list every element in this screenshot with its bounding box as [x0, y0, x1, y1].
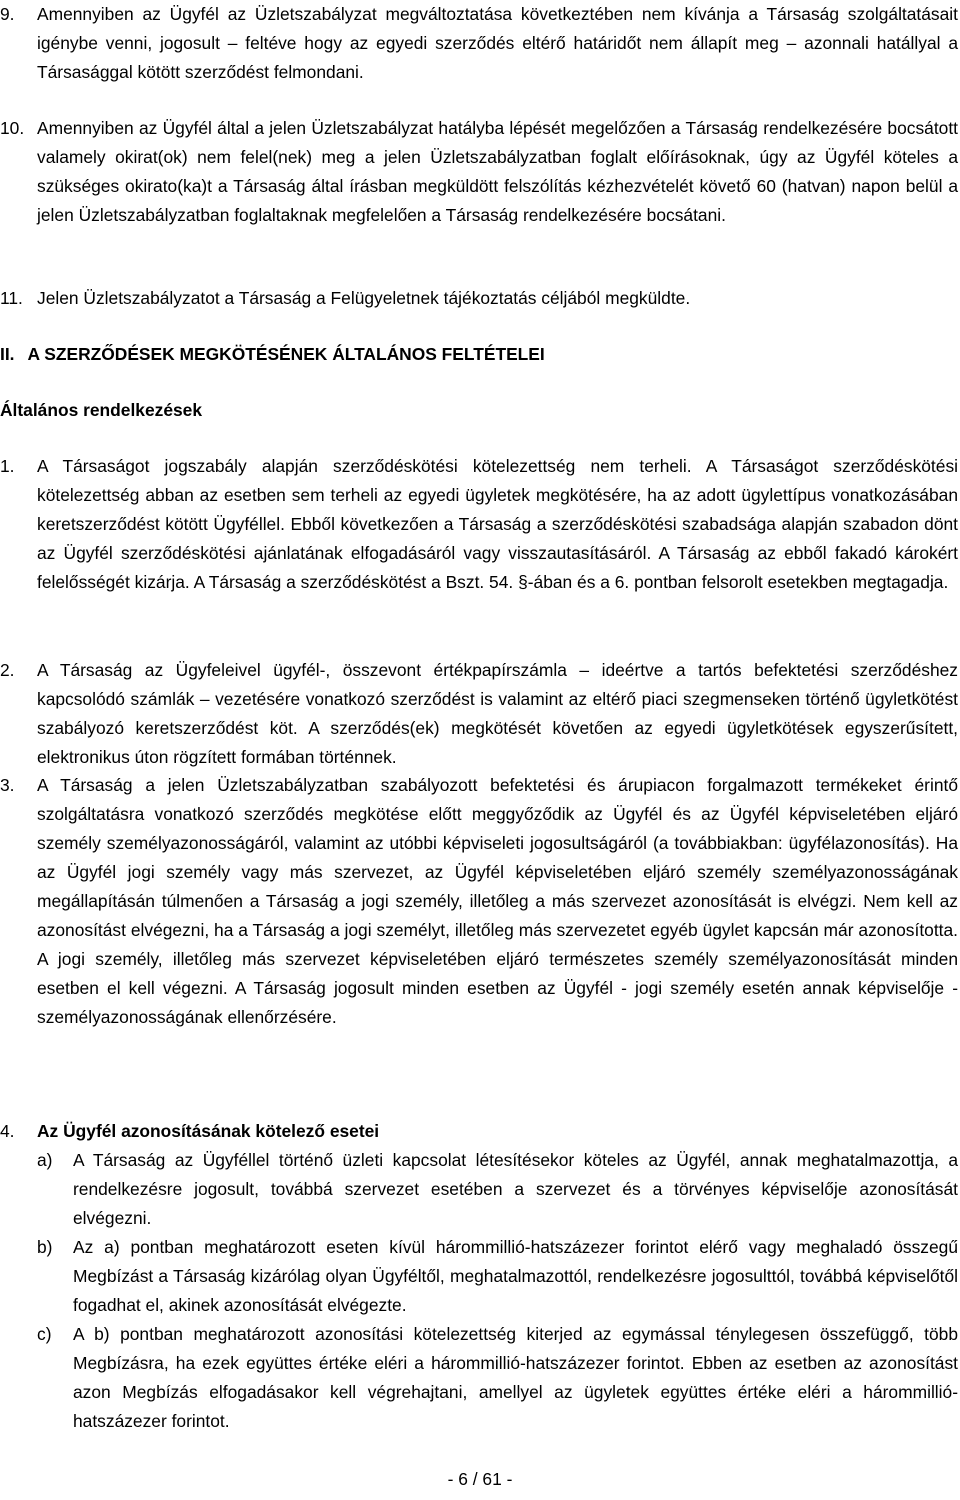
paragraph-number: 10. — [0, 118, 25, 138]
item-text: A Társaság az Ügyféllel történő üzleti kapcsolat létesítésekor köteles az Ügyfél, annak meghatalmazottja, a rendelkezésre jogosult, továbbá szervezet esetében a szervezet és a törvényes képviselője azonosítását elvégezni. — [73, 1150, 958, 1228]
clause-number: 1. — [0, 456, 15, 476]
item-letter: c) — [37, 1324, 52, 1344]
clause-1 — [0, 452, 958, 597]
section-heading — [0, 340, 545, 369]
clause-4 — [0, 1117, 958, 1146]
page-number: - 6 / 61 - — [447, 1469, 513, 1489]
clause-3 — [0, 771, 958, 1032]
item-text: Az a) pontban meghatározott eseten kívül hárommillió-hatszázezer forintot elérő vagy meghaladó összegű Megbízást a Társaság kizárólag olyan Ügyféltől, meghatalmazottól, rendelkezésre jogosulttól, továbbá képviselőtől fogadhat el, akinek azonosítását elvégezte. — [73, 1237, 958, 1315]
subheading: Általános rendelkezések — [0, 400, 203, 420]
clause-number: 4. — [0, 1121, 15, 1141]
paragraph-number: 11. — [0, 288, 23, 308]
item-text: A b) pontban meghatározott azonosítási kötelezettség kiterjed az egymással ténylegesen összefüggő, több Megbízásra, ha ezek együttes értéke eléri a hárommillió-hatszázezer forintot. Ebben az esetben az azonosítást azon Megbízás elfogadásakor kell végrehajtani, amellyel az ügyletek együttes értéke eléri a hárommillió-hatszázezer forintot. — [73, 1324, 958, 1431]
item-letter: b) — [37, 1237, 53, 1257]
item-letter: a) — [37, 1150, 53, 1170]
paragraph-text: Jelen Üzletszabályzatot a Társaság a Felügyeletnek tájékoztatás céljából megküldte. — [37, 288, 691, 308]
clause-text: A Társaságot jogszabály alapján szerződéskötési kötelezettség nem terheli. A Társaságot szerződéskötési kötelezettség abban az esetben sem terheli az egyedi ügyletek megkötésére, ha az adott ügylettípus vonatkozásában keretszerződést kötött Ügyféllel. Ebből következően a Társaság a szerződéskötési szabadsága alapján szabadon dönt az Ügyfél szerződéskötési ajánlatának elfogadásáról vagy visszautasításáról. A Társaság az ebből fakadó károkért felelősségét kizárja. A Társaság a szerződéskötést a Bszt. 54. §-ában és a 6. pontban felsorolt esetekben megtagadja. — [37, 456, 958, 592]
list-item-b — [0, 1233, 958, 1320]
paragraph-text: Amennyiben az Ügyfél által a jelen Üzletszabályzat hatályba lépését megelőzően a Társaság rendelkezésére bocsátott valamely okirat(ok) nem felel(nek) meg a jelen Üzletszabályzatban foglalt előírásoknak, úgy az Ügyfél köteles a szükséges okirato(ka)t a Társaság által írásban megküldött felszólítás kézhezvételét követő 60 (hatvan) napon belül a jelen Üzletszabályzatban foglaltaknak megfelelően a Társaság rendelkezésére bocsátani. — [37, 118, 958, 225]
paragraph-10 — [0, 114, 958, 230]
clause-4-title: Az Ügyfél azonosításának kötelező esetei — [37, 1121, 380, 1141]
clause-4-items — [0, 1146, 958, 1436]
paragraph-number: 9. — [0, 4, 15, 24]
clause-2 — [0, 656, 958, 772]
clause-number: 3. — [0, 775, 15, 795]
section-title: A SZERZŐDÉSEK MEGKÖTÉSÉNEK ÁLTALÁNOS FELTÉTELEI — [27, 344, 545, 364]
clause-number: 2. — [0, 660, 15, 680]
section-number: II. — [0, 344, 15, 364]
list-item-c — [0, 1320, 958, 1436]
paragraph-text: Amennyiben az Ügyfél az Üzletszabályzat megváltoztatása következtében nem kívánja a Társaság szolgáltatásait igénybe venni, jogosult – feltéve hogy az egyedi szerződés eltérő határidőt nem állapít meg – azonnali hatállyal a Társasággal kötött szerződést felmondani. — [37, 4, 958, 82]
list-item-a — [0, 1146, 958, 1233]
clause-text: A Társaság a jelen Üzletszabályzatban szabályozott befektetési és árupiacon forgalmazott termékeket érintő szolgáltatásra vonatkozó szerződés megkötése előtt meggyőződik az Ügyfél és az Ügyfél képviseletében eljáró személy személyazonosságáról, valamint az utóbbi képviseleti jogosultságáról (a továbbiakban: ügyfélazonosítás). Ha az Ügyfél jogi személy vagy más szervezet, az Ügyfél képviseletében eljáró személy személyazonosságának megállapításán túlmenően a Társaság a jogi személy, illetőleg a más szervezet azonosítását is elvégzi. Nem kell az azonosítást elvégezni, ha a Társaság a jogi személyt, illetőleg más szervezetet egyéb ügylet kapcsán már azonosította. A jogi személy, illetőleg más szervezet képviseletében eljáró természetes személy személyazonosítását minden esetben el kell végezni. A Társaság jogosult minden esetben az Ügyfél - jogi személy esetén annak képviselője - személyazonosságának ellenőrzésére. — [37, 775, 958, 1027]
paragraph-11 — [0, 284, 958, 313]
paragraph-9 — [0, 0, 958, 87]
clause-text: A Társaság az Ügyfeleivel ügyfél-, összevont értékpapírszámla – ideértve a tartós befektetési szerződéshez kapcsolódó számlák – vezetésére vonatkozó szerződést is valamint az eltérő piaci szegmenseken történő ügyletkötést szabályozó keretszerződést köt. A szerződés(ek) megkötését követően az egyedi ügyletkötések egyszerűsített, elektronikus úton rögzített formában történnek. — [37, 660, 958, 767]
